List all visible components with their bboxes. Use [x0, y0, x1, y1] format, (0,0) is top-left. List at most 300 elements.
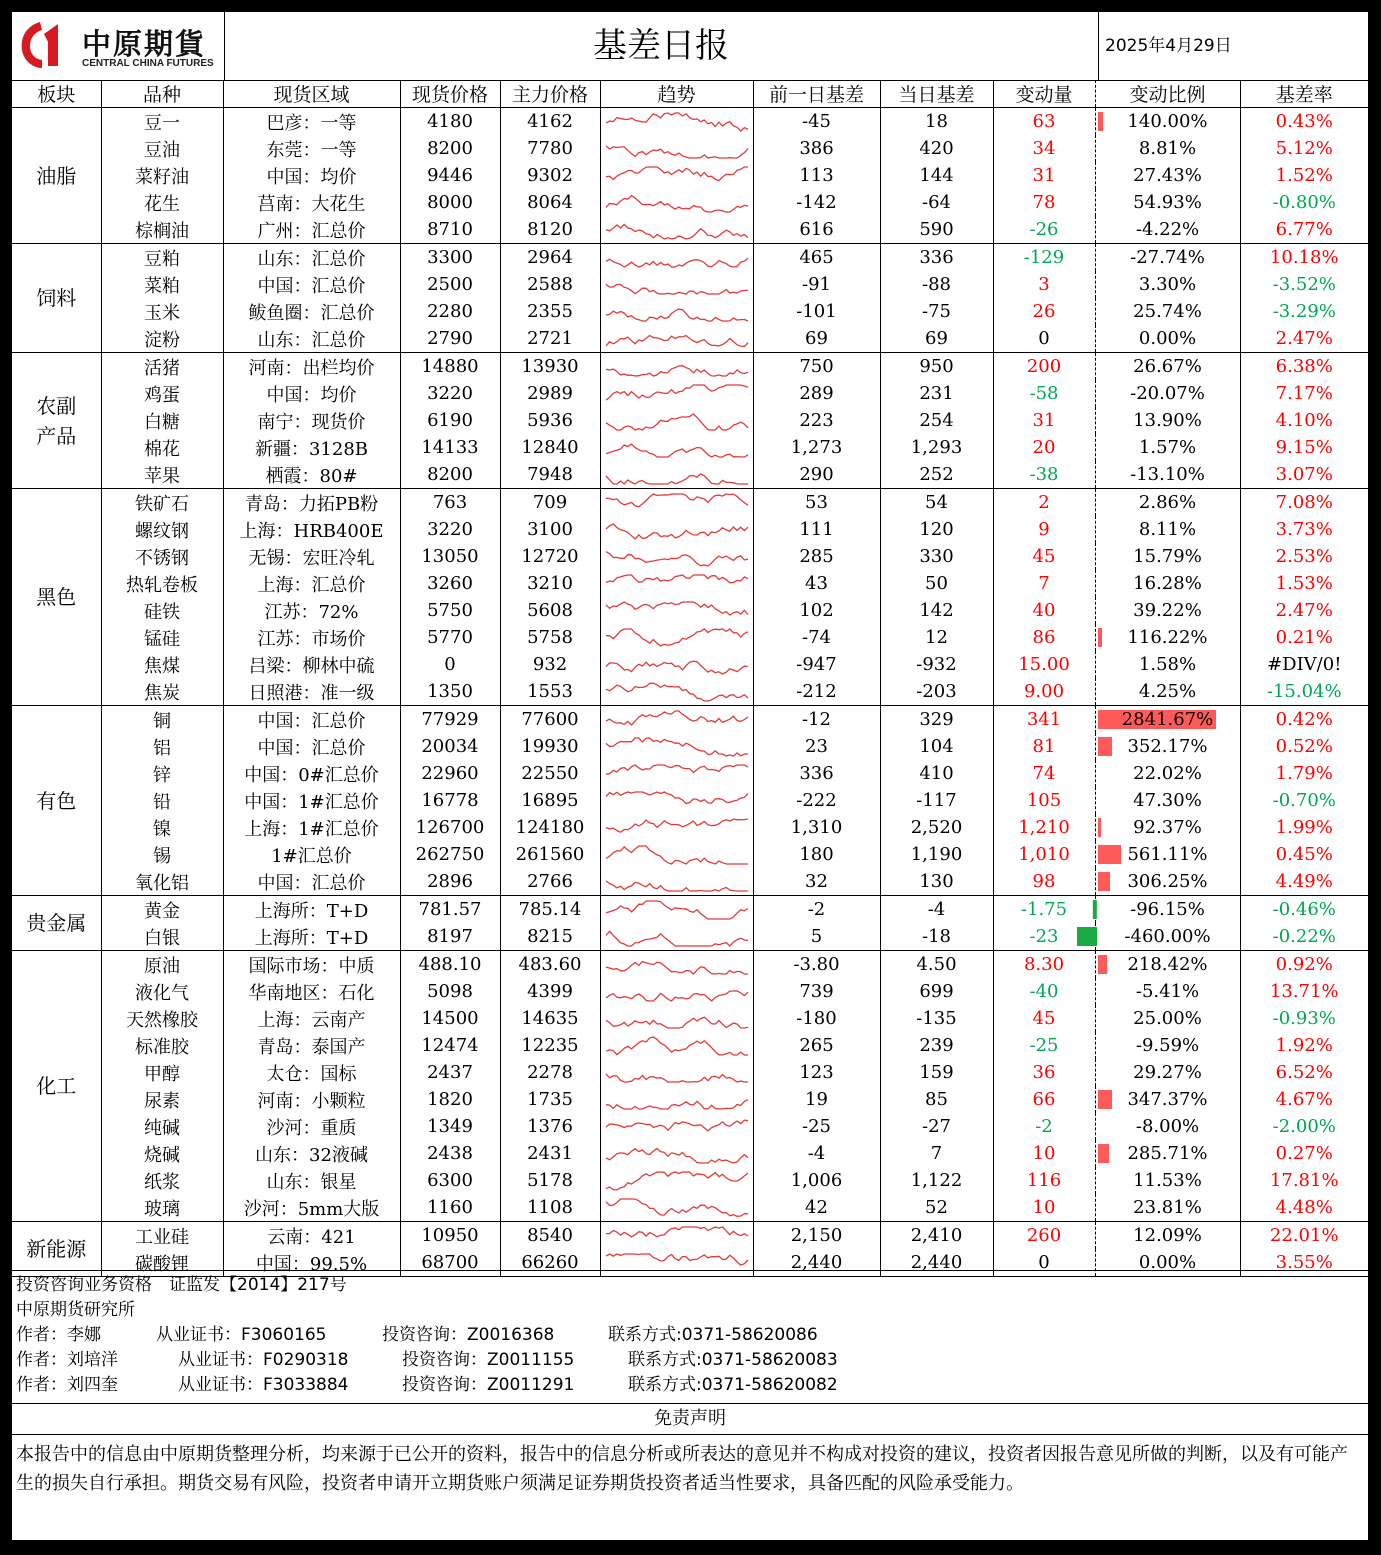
change-cell: -38	[993, 461, 1095, 489]
spot-price-cell: 1350	[400, 678, 500, 706]
change-cell: -2	[993, 1113, 1095, 1140]
spot-price-cell: 14880	[400, 353, 500, 381]
change-ratio-cell	[1095, 760, 1240, 787]
sparkline	[604, 273, 750, 297]
table-row	[12, 923, 1368, 951]
basis-rate-cell: 0.52%	[1240, 733, 1368, 760]
spot-price-cell: 5098	[400, 978, 500, 1005]
basis-rate-cell: 3.55%	[1240, 1249, 1368, 1277]
ratio-bar	[1098, 818, 1102, 837]
region-cell: 河南：小颗粒	[223, 1086, 400, 1113]
trend-cell	[600, 244, 753, 272]
sparkline-path	[606, 711, 748, 725]
region-cell: 无锡：宏旺冷轧	[223, 543, 400, 570]
main-price-cell: 709	[500, 489, 600, 517]
sparkline	[604, 518, 750, 542]
basis-rate-cell: -0.80%	[1240, 189, 1368, 216]
change-ratio-cell	[1095, 733, 1240, 760]
basis-table-wrapper	[12, 80, 1368, 1277]
trend-cell	[600, 624, 753, 651]
product-cell: 铁矿石	[135, 493, 189, 515]
product-cell: 铅	[153, 791, 171, 813]
ratio-text: 1.58%	[1138, 654, 1197, 675]
region-cell: 上海所：T+D	[223, 923, 400, 951]
main-price-cell: 12840	[500, 434, 600, 461]
sparkline	[604, 1061, 750, 1085]
region-cell: 云南：421	[223, 1222, 400, 1250]
ratio-text: 13.90%	[1133, 410, 1202, 431]
product-cell: 豆粕	[144, 248, 180, 270]
main-price-cell: 261560	[500, 841, 600, 868]
region-cell: 日照港：准一级	[223, 678, 400, 706]
basis-rate-cell: 0.27%	[1240, 1140, 1368, 1167]
main-price-cell: 1376	[500, 1113, 600, 1140]
sparkline	[604, 191, 750, 215]
sparkline-path	[606, 661, 748, 674]
region-cell: 河南：出栏均价	[223, 353, 400, 381]
main-price-cell: 2278	[500, 1059, 600, 1086]
trend-cell	[600, 271, 753, 298]
trend-cell	[600, 1167, 753, 1194]
product-cell: 白糖	[144, 411, 180, 433]
change-cell: 98	[993, 868, 1095, 896]
logo-text-en: CENTRAL CHINA FUTURES	[82, 58, 214, 69]
sparkline-path	[606, 335, 748, 346]
ratio-bar	[1098, 955, 1107, 974]
main-price-cell: 5608	[500, 597, 600, 624]
basis-rate-cell: 0.45%	[1240, 841, 1368, 868]
main-price-cell: 77600	[500, 706, 600, 734]
change-cell: -25	[993, 1032, 1095, 1059]
basis-rate-cell: 2.53%	[1240, 543, 1368, 570]
region-cell: 吕梁：柳林中硫	[223, 651, 400, 678]
change-ratio-cell	[1095, 434, 1240, 461]
main-price-cell: 8215	[500, 923, 600, 951]
column-header: 板块	[12, 80, 101, 108]
table-row	[12, 516, 1368, 543]
today-basis-cell: 2,410	[880, 1222, 993, 1250]
column-header: 现货价格	[400, 80, 500, 108]
ratio-text: 25.74%	[1133, 301, 1202, 322]
basis-rate-cell: 1.92%	[1240, 1032, 1368, 1059]
table-row	[12, 1194, 1368, 1222]
today-basis-cell: 104	[880, 733, 993, 760]
sector-cell: 新能源	[12, 1222, 101, 1277]
trend-cell	[600, 868, 753, 896]
today-basis-cell: 12	[880, 624, 993, 651]
prev-basis-cell: 265	[753, 1032, 880, 1059]
change-ratio-cell	[1095, 1086, 1240, 1113]
prev-basis-cell: 19	[753, 1086, 880, 1113]
spot-price-cell: 8200	[400, 135, 500, 162]
prev-basis-cell: 1,273	[753, 434, 880, 461]
product-cell: 活猪	[144, 357, 180, 379]
ratio-text: 39.22%	[1133, 600, 1202, 621]
ratio-text: 11.53%	[1133, 1170, 1202, 1191]
spot-price-cell: 12474	[400, 1032, 500, 1059]
spot-price-cell: 22960	[400, 760, 500, 787]
basis-rate-cell: 10.18%	[1240, 244, 1368, 272]
ratio-text: 27.43%	[1133, 165, 1202, 186]
change-ratio-cell	[1095, 814, 1240, 841]
change-cell: -26	[993, 216, 1095, 244]
ratio-text: 92.37%	[1133, 817, 1202, 838]
basis-rate-cell: 0.92%	[1240, 951, 1368, 979]
change-cell: 15.00	[993, 651, 1095, 678]
today-basis-cell: 231	[880, 380, 993, 407]
product-cell: 不锈钢	[135, 547, 189, 569]
region-cell: 上海：汇总价	[223, 570, 400, 597]
trend-cell	[600, 461, 753, 489]
spot-price-cell: 4180	[400, 108, 500, 136]
region-cell: 太仓：国标	[223, 1059, 400, 1086]
sparkline-path	[606, 1148, 748, 1162]
product-cell: 纯碱	[144, 1117, 180, 1139]
prev-basis-cell: 42	[753, 1194, 880, 1222]
spot-price-cell: 8710	[400, 216, 500, 244]
sparkline-path	[606, 113, 748, 131]
basis-rate-cell: 13.71%	[1240, 978, 1368, 1005]
spot-price-cell: 16778	[400, 787, 500, 814]
prev-basis-cell: -3.80	[753, 951, 880, 979]
trend-cell	[600, 841, 753, 868]
change-cell: 20	[993, 434, 1095, 461]
today-basis-cell: 159	[880, 1059, 993, 1086]
main-price-cell: 4399	[500, 978, 600, 1005]
ratio-text: -13.10%	[1130, 464, 1205, 485]
sparkline	[604, 1224, 750, 1248]
today-basis-cell: -18	[880, 923, 993, 951]
change-ratio-cell	[1095, 162, 1240, 189]
change-ratio-cell	[1095, 597, 1240, 624]
spot-price-cell: 0	[400, 651, 500, 678]
basis-rate-cell: 4.10%	[1240, 407, 1368, 434]
column-header: 基差率	[1240, 80, 1368, 108]
ratio-text: -20.07%	[1130, 383, 1205, 404]
change-cell: -58	[993, 380, 1095, 407]
change-cell: 63	[993, 108, 1095, 136]
sparkline	[604, 599, 750, 623]
basis-rate-cell: 0.21%	[1240, 624, 1368, 651]
product-cell: 锡	[153, 845, 171, 867]
change-cell: -1.75	[993, 896, 1095, 924]
main-price-cell: 2989	[500, 380, 600, 407]
spot-price-cell: 3260	[400, 570, 500, 597]
trend-cell	[600, 543, 753, 570]
change-cell: 26	[993, 298, 1095, 325]
sparkline-path	[606, 145, 748, 157]
basis-rate-cell: 6.38%	[1240, 353, 1368, 381]
prev-basis-cell: -12	[753, 706, 880, 734]
prev-basis-cell: 180	[753, 841, 880, 868]
change-ratio-cell	[1095, 868, 1240, 896]
region-cell: 莒南：大花生	[223, 189, 400, 216]
change-ratio-cell	[1095, 108, 1240, 136]
prev-basis-cell: -142	[753, 189, 880, 216]
change-ratio-cell	[1095, 461, 1240, 489]
today-basis-cell: 2,440	[880, 1249, 993, 1277]
sparkline-path	[606, 365, 748, 375]
author-cert: 从业证书：F0290318	[178, 1350, 349, 1370]
prev-basis-cell: 2,150	[753, 1222, 880, 1250]
today-basis-cell: -932	[880, 651, 993, 678]
main-price-cell: 14635	[500, 1005, 600, 1032]
product-cell: 锰硅	[144, 628, 180, 650]
ratio-text: 4.25%	[1138, 681, 1197, 702]
prev-basis-cell: 289	[753, 380, 880, 407]
change-cell: 10	[993, 1140, 1095, 1167]
table-row	[12, 108, 1368, 136]
trend-cell	[600, 706, 753, 734]
sparkline	[604, 735, 750, 759]
product-cell: 螺纹钢	[135, 520, 189, 542]
sparkline-path	[606, 575, 748, 583]
basis-rate-cell: 3.73%	[1240, 516, 1368, 543]
author-contact: 联系方式:0371-58620082	[628, 1375, 838, 1395]
basis-rate-cell: 1.52%	[1240, 162, 1368, 189]
prev-basis-cell: -25	[753, 1113, 880, 1140]
region-cell: 中国：1#汇总价	[223, 787, 400, 814]
table-row	[12, 1086, 1368, 1113]
today-basis-cell: 410	[880, 760, 993, 787]
change-ratio-cell	[1095, 923, 1240, 951]
trend-cell	[600, 814, 753, 841]
trend-cell	[600, 325, 753, 353]
region-cell: 上海：HRB400E	[223, 516, 400, 543]
sparkline	[604, 110, 750, 134]
trend-cell	[600, 1086, 753, 1113]
sparkline-path	[606, 224, 748, 239]
ratio-bar	[1092, 900, 1096, 919]
sparkline-path	[606, 523, 748, 538]
basis-rate-cell: #DIV/0!	[1240, 651, 1368, 678]
sparkline-path	[606, 1017, 748, 1028]
main-price-cell: 12235	[500, 1032, 600, 1059]
change-ratio-cell	[1095, 271, 1240, 298]
today-basis-cell: 252	[880, 461, 993, 489]
spot-price-cell: 3220	[400, 380, 500, 407]
region-cell: 中国：0#汇总价	[223, 760, 400, 787]
sparkline	[604, 980, 750, 1004]
ratio-text: -8.00%	[1135, 1116, 1200, 1137]
prev-basis-cell: -180	[753, 1005, 880, 1032]
sparkline	[604, 246, 750, 270]
product-cell: 菜籽油	[135, 166, 189, 188]
table-row	[12, 787, 1368, 814]
change-ratio-cell	[1095, 951, 1240, 979]
prev-basis-cell: -947	[753, 651, 880, 678]
basis-rate-cell: 6.52%	[1240, 1059, 1368, 1086]
ratio-text: -9.59%	[1135, 1035, 1200, 1056]
product-cell: 豆油	[144, 139, 180, 161]
change-cell: 0	[993, 325, 1095, 353]
sparkline	[604, 436, 750, 460]
sparkline-path	[606, 1073, 748, 1081]
spot-price-cell: 8200	[400, 461, 500, 489]
prev-basis-cell: 1,006	[753, 1167, 880, 1194]
ratio-text: 15.79%	[1133, 546, 1202, 567]
spot-price-cell: 2500	[400, 271, 500, 298]
sparkline	[604, 953, 750, 977]
main-price-cell: 3210	[500, 570, 600, 597]
sparkline-path	[606, 258, 748, 267]
change-cell: 9	[993, 516, 1095, 543]
table-row	[12, 244, 1368, 272]
spot-price-cell: 488.10	[400, 951, 500, 979]
basis-rate-cell: 5.12%	[1240, 135, 1368, 162]
region-cell: 上海：1#汇总价	[223, 814, 400, 841]
change-ratio-cell	[1095, 841, 1240, 868]
institute-line: 中原期货研究所	[16, 1300, 135, 1320]
prev-basis-cell: 102	[753, 597, 880, 624]
table-row	[12, 597, 1368, 624]
product-cell: 天然橡胶	[126, 1009, 198, 1031]
trend-cell	[600, 162, 753, 189]
sparkline-path	[606, 414, 748, 430]
table-row	[12, 380, 1368, 407]
region-cell: 栖霞：80#	[223, 461, 400, 489]
today-basis-cell: 336	[880, 244, 993, 272]
basis-rate-cell: -3.29%	[1240, 298, 1368, 325]
region-cell: 中国：汇总价	[223, 706, 400, 734]
trend-cell	[600, 516, 753, 543]
today-basis-cell: -27	[880, 1113, 993, 1140]
change-ratio-cell	[1095, 407, 1240, 434]
column-header: 当日基差	[880, 80, 993, 108]
disclaimer-title: 免责声明	[12, 1403, 1368, 1435]
sparkline-path	[606, 629, 748, 646]
spot-price-cell: 1349	[400, 1113, 500, 1140]
today-basis-cell: -203	[880, 678, 993, 706]
change-cell: 3	[993, 271, 1095, 298]
product-cell: 甲醇	[144, 1063, 180, 1085]
main-price-cell: 2355	[500, 298, 600, 325]
change-cell: 74	[993, 760, 1095, 787]
region-cell: 国际市场：中质	[223, 951, 400, 979]
sparkline	[604, 164, 750, 188]
ratio-text: 47.30%	[1133, 790, 1202, 811]
sector-cell: 有色	[12, 706, 101, 896]
basis-rate-cell: 4.49%	[1240, 868, 1368, 896]
prev-basis-cell: 750	[753, 353, 880, 381]
prev-basis-cell: 23	[753, 733, 880, 760]
ratio-text: 306.25%	[1127, 871, 1208, 892]
basis-rate-cell: 2.47%	[1240, 597, 1368, 624]
spot-price-cell: 5770	[400, 624, 500, 651]
basis-table	[12, 80, 1368, 1277]
author-consult: 投资咨询：Z0011291	[402, 1375, 575, 1395]
basis-rate-cell: 1.99%	[1240, 814, 1368, 841]
product-cell: 原油	[144, 955, 180, 977]
column-header: 前一日基差	[753, 80, 880, 108]
basis-rate-cell: -0.93%	[1240, 1005, 1368, 1032]
author-contact: 联系方式:0371-58620086	[608, 1325, 818, 1345]
spot-price-cell: 6190	[400, 407, 500, 434]
main-price-cell: 124180	[500, 814, 600, 841]
region-cell: 鲅鱼圈：汇总价	[223, 298, 400, 325]
sparkline-path	[606, 819, 748, 832]
sparkline	[604, 545, 750, 569]
trend-cell	[600, 353, 753, 381]
table-row	[12, 162, 1368, 189]
change-ratio-cell	[1095, 135, 1240, 162]
region-cell: 山东：银星	[223, 1167, 400, 1194]
change-ratio-cell	[1095, 298, 1240, 325]
table-row	[12, 216, 1368, 244]
ratio-text: -27.74%	[1130, 247, 1205, 268]
today-basis-cell: 85	[880, 1086, 993, 1113]
today-basis-cell: 144	[880, 162, 993, 189]
product-cell: 热轧卷板	[126, 574, 198, 596]
main-price-cell: 932	[500, 651, 600, 678]
sparkline	[604, 572, 750, 596]
change-cell: 8.30	[993, 951, 1095, 979]
region-cell: 上海所：T+D	[223, 896, 400, 924]
trend-cell	[600, 570, 753, 597]
sparkline	[604, 218, 750, 242]
trend-cell	[600, 678, 753, 706]
change-cell: -40	[993, 978, 1095, 1005]
sparkline	[604, 680, 750, 704]
sparkline	[604, 653, 750, 677]
change-ratio-cell	[1095, 244, 1240, 272]
ratio-text: 8.11%	[1138, 519, 1197, 540]
change-ratio-cell	[1095, 651, 1240, 678]
sparkline-path	[606, 880, 748, 890]
today-basis-cell: 54	[880, 489, 993, 517]
basis-rate-cell: -2.00%	[1240, 1113, 1368, 1140]
today-basis-cell: 130	[880, 868, 993, 896]
region-cell: 中国：均价	[223, 380, 400, 407]
change-ratio-cell	[1095, 489, 1240, 517]
logo-text-cn: 中原期貨	[82, 27, 207, 61]
change-cell: 260	[993, 1222, 1095, 1250]
author-name: 作者：刘培洋	[16, 1350, 118, 1370]
change-ratio-cell	[1095, 896, 1240, 924]
author-cert: 从业证书：F3060165	[156, 1325, 327, 1345]
product-cell: 菜粕	[144, 275, 180, 297]
company-logo	[12, 12, 225, 80]
main-price-cell: 66260	[500, 1249, 600, 1277]
logo-mark-icon	[18, 20, 62, 70]
sparkline	[604, 382, 750, 406]
today-basis-cell: 254	[880, 407, 993, 434]
table-row	[12, 1167, 1368, 1194]
ratio-text: 218.42%	[1127, 954, 1208, 975]
sparkline	[604, 925, 750, 949]
table-row	[12, 1140, 1368, 1167]
basis-rate-cell: 22.01%	[1240, 1222, 1368, 1250]
prev-basis-cell: -74	[753, 624, 880, 651]
today-basis-cell: 142	[880, 597, 993, 624]
author-consult: 投资咨询：Z0016368	[382, 1325, 555, 1345]
main-price-cell: 8540	[500, 1222, 600, 1250]
basis-rate-cell: 1.53%	[1240, 570, 1368, 597]
main-price-cell: 8120	[500, 216, 600, 244]
ratio-bar	[1098, 628, 1103, 647]
change-ratio-cell	[1095, 543, 1240, 570]
prev-basis-cell: 739	[753, 978, 880, 1005]
table-row	[12, 298, 1368, 325]
trend-cell	[600, 489, 753, 517]
change-cell: -23	[993, 923, 1095, 951]
today-basis-cell: 420	[880, 135, 993, 162]
trend-cell	[600, 651, 753, 678]
ratio-bar	[1098, 112, 1104, 131]
ratio-text: 25.00%	[1133, 1008, 1202, 1029]
main-price-cell: 12720	[500, 543, 600, 570]
ratio-text: 3.30%	[1138, 274, 1197, 295]
